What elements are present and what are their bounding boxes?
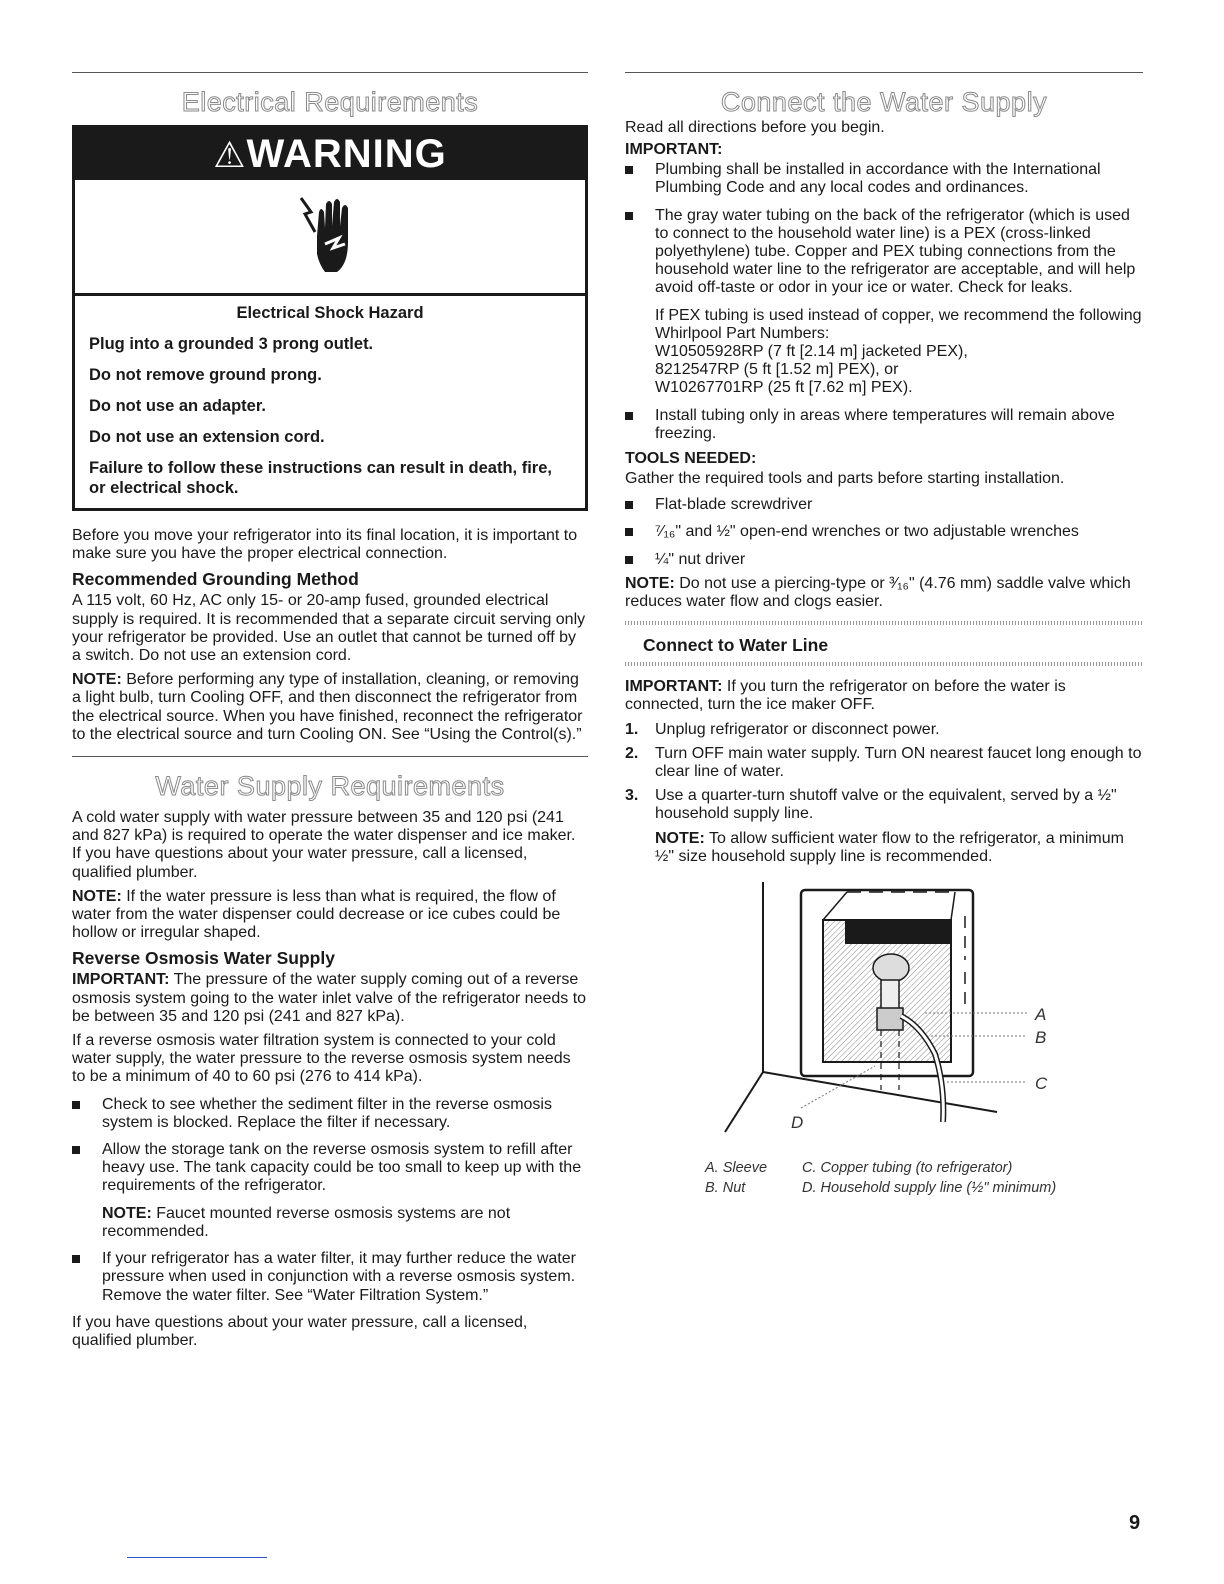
connect-water-supply-title: Connect the Water Supply bbox=[720, 87, 1048, 117]
list-item: Allow the storage tank on the reverse osmosis system to refill after heavy use. The tank capacity could be too small to keep up with the requirements of the refrigerator. NOTE: Faucet mounted reverse osmosis systems are not recommended. bbox=[72, 1141, 588, 1241]
water-supply-closing: If you have questions about your water pressure, call a licensed, qualified plumber. bbox=[72, 1313, 528, 1349]
section-rule bbox=[72, 72, 588, 73]
grounding-heading: Recommended Grounding Method bbox=[72, 569, 359, 590]
warning-line: Plug into a grounded 3 prong outlet. bbox=[89, 335, 374, 353]
warning-line: Do not use an adapter. bbox=[89, 397, 266, 415]
reverse-osmosis-heading: Reverse Osmosis Water Supply bbox=[72, 948, 335, 969]
label-c: C bbox=[1035, 1074, 1048, 1094]
step-item: 3. Use a quarter-turn shutoff valve or the equivalent, served by a ½" household supply line. NOTE: To allow sufficient water flow to the refrigerator, a minimum ½" size household supply line is recommended. bbox=[625, 787, 1124, 865]
ro-important: IMPORTANT: The pressure of the water supply coming out of a reverse osmosis system going to the water inlet valve of the refrigerator needs to be between 35 and 120 psi (241 and 827 kPa). bbox=[72, 971, 587, 1025]
connect-water-line-heading: Connect to Water Line bbox=[643, 635, 829, 656]
important-label: IMPORTANT: bbox=[625, 141, 723, 159]
connect-important: IMPORTANT: If you turn the refrigerator on before the water is connected, turn the ice maker OFF. bbox=[625, 678, 1066, 714]
list-item: ⁷⁄₁₆" and ½" open-end wrenches or two adjustable wrenches bbox=[625, 523, 1143, 541]
step-item: 2. Turn OFF main water supply. Turn ON nearest faucet long enough to clear line of water. bbox=[625, 744, 1142, 781]
caption: A. Sleeve bbox=[705, 1160, 768, 1177]
list-item: Install tubing only in areas where temperatures will remain above freezing. bbox=[625, 407, 1143, 443]
list-item: Check to see whether the sediment filter in the reverse osmosis system is blocked. Replace the filter if necessary. bbox=[72, 1096, 588, 1132]
section-rule bbox=[625, 72, 1143, 73]
warning-box bbox=[72, 125, 588, 511]
water-supply-title: Water Supply Requirements bbox=[155, 771, 505, 802]
water-supply-note: NOTE: If the water pressure is less than what is required, the flow of water from the water dispenser could decrease or ice cubes could be hollow or irregular shaped. bbox=[72, 887, 561, 942]
water-supply-intro: A cold water supply with water pressure between 35 and 120 psi (241 and 827 kPa) is required to operate the water dispenser and ice maker. If you have questions about your water pressure, call a licensed, qualified plumber. bbox=[72, 809, 576, 881]
warning-header: ⚠WARNING bbox=[75, 128, 585, 180]
footer-rule bbox=[127, 1557, 267, 1558]
pex-part: W10267701RP (25 ft [7.62 m] PEX). bbox=[655, 379, 913, 397]
electrical-note: NOTE: Before performing any type of installation, cleaning, or removing a light bulb, turn Cooling OFF, and then disconnect the refrigerator from the electrical source. When you have finished, reconnect the refrigerator to the electrical source and turn Cooling ON. See “Using the Control(s).” bbox=[72, 671, 583, 743]
page-number: 9 bbox=[1129, 1512, 1141, 1534]
electrical-intro: Before you move your refrigerator into its final location, it is important to make sure you have the proper electrical connection. bbox=[72, 527, 578, 563]
important-bullets bbox=[625, 161, 1143, 443]
valve-illustration bbox=[625, 876, 1143, 1156]
pex-part: W10505928RP (7 ft [2.14 m] jacketed PEX), bbox=[655, 343, 968, 361]
list-item: If your refrigerator has a water filter, it may further reduce the water pressure when used in conjunction with a reverse osmosis system. Remove the water filter. See “Water Filtration System.” bbox=[72, 1250, 588, 1305]
caption: D. Household supply line (½" minimum) bbox=[802, 1180, 1057, 1197]
electrical-requirements-title: Electrical Requirements bbox=[181, 87, 479, 117]
tools-list bbox=[625, 496, 1143, 569]
ro-bullets bbox=[72, 1096, 588, 1305]
warning-line: Do not remove ground prong. bbox=[89, 366, 322, 384]
warning-triangle-icon: ⚠ bbox=[213, 134, 247, 175]
list-item: ¼" nut driver bbox=[625, 551, 1143, 569]
list-item: Flat-blade screwdriver bbox=[625, 496, 1143, 514]
water-line-diagram bbox=[625, 876, 1143, 1197]
step-item: 1. Unplug refrigerator or disconnect power. bbox=[625, 720, 940, 738]
warning-line: Do not use an extension cord. bbox=[89, 428, 325, 446]
label-d: D bbox=[791, 1113, 804, 1133]
warning-line: Failure to follow these instructions can result in death, fire, or electrical shock. bbox=[89, 459, 552, 497]
right-column bbox=[625, 72, 1143, 1197]
hazard-title: Electrical Shock Hazard bbox=[236, 304, 424, 322]
caption: C. Copper tubing (to refrigerator) bbox=[802, 1160, 1013, 1177]
dotted-divider bbox=[625, 662, 1143, 666]
pex-part: 8212547RP (5 ft [1.52 m] PEX), or bbox=[655, 361, 899, 379]
ro-paragraph: If a reverse osmosis water filtration system is connected to your cold water supply, the water pressure to the reverse osmosis system needs to be a minimum of 40 to 60 psi (276 to 414 kPa). bbox=[72, 1032, 571, 1086]
connect-intro: Read all directions before you begin. bbox=[625, 119, 885, 136]
list-item: Plumbing shall be installed in accordance with the International Plumbing Code and any local codes and ordinances. bbox=[625, 161, 1143, 197]
section-rule bbox=[72, 756, 588, 757]
grounding-text: A 115 volt, 60 Hz, AC only 15- or 20-amp fused, grounded electrical supply is required. It is recommended that a separate circuit serving only your refrigerator be provided. Use an outlet that cannot be turned off by a switch. Do not use an extension cord. bbox=[72, 592, 586, 665]
caption: B. Nut bbox=[705, 1180, 746, 1197]
label-a: A bbox=[1035, 1005, 1047, 1025]
label-b: B bbox=[1035, 1028, 1047, 1048]
list-item: The gray water tubing on the back of the refrigerator (which is used to connect to the household water line) is a PEX (cross-linked polyethylene) tube. Copper and PEX tubing connections from the household water line to the refrigerator are acceptable, and will help avoid off-taste or odor in your ice or water. Check for leaks. If PEX tubing is used instead of copper, we recommend the following Whirlpool Part Numbers: W10505928RP (7 ft [2.14 m] jacketed PEX), 8212547RP (5 ft [1.52 m] PEX), or W10267701RP (25 ft [7.62 m] PEX). bbox=[625, 207, 1143, 398]
tools-needed-heading: TOOLS NEEDED: bbox=[625, 450, 757, 468]
tools-intro: Gather the required tools and parts before starting installation. bbox=[625, 470, 1065, 488]
electric-shock-hand-icon bbox=[295, 192, 365, 282]
tools-note: NOTE: Do not use a piercing-type or ³⁄₁₆" (4.76 mm) saddle valve which reduces water flow and clogs easier. bbox=[625, 574, 1131, 611]
left-column bbox=[72, 72, 588, 1356]
connect-steps bbox=[625, 721, 1143, 866]
